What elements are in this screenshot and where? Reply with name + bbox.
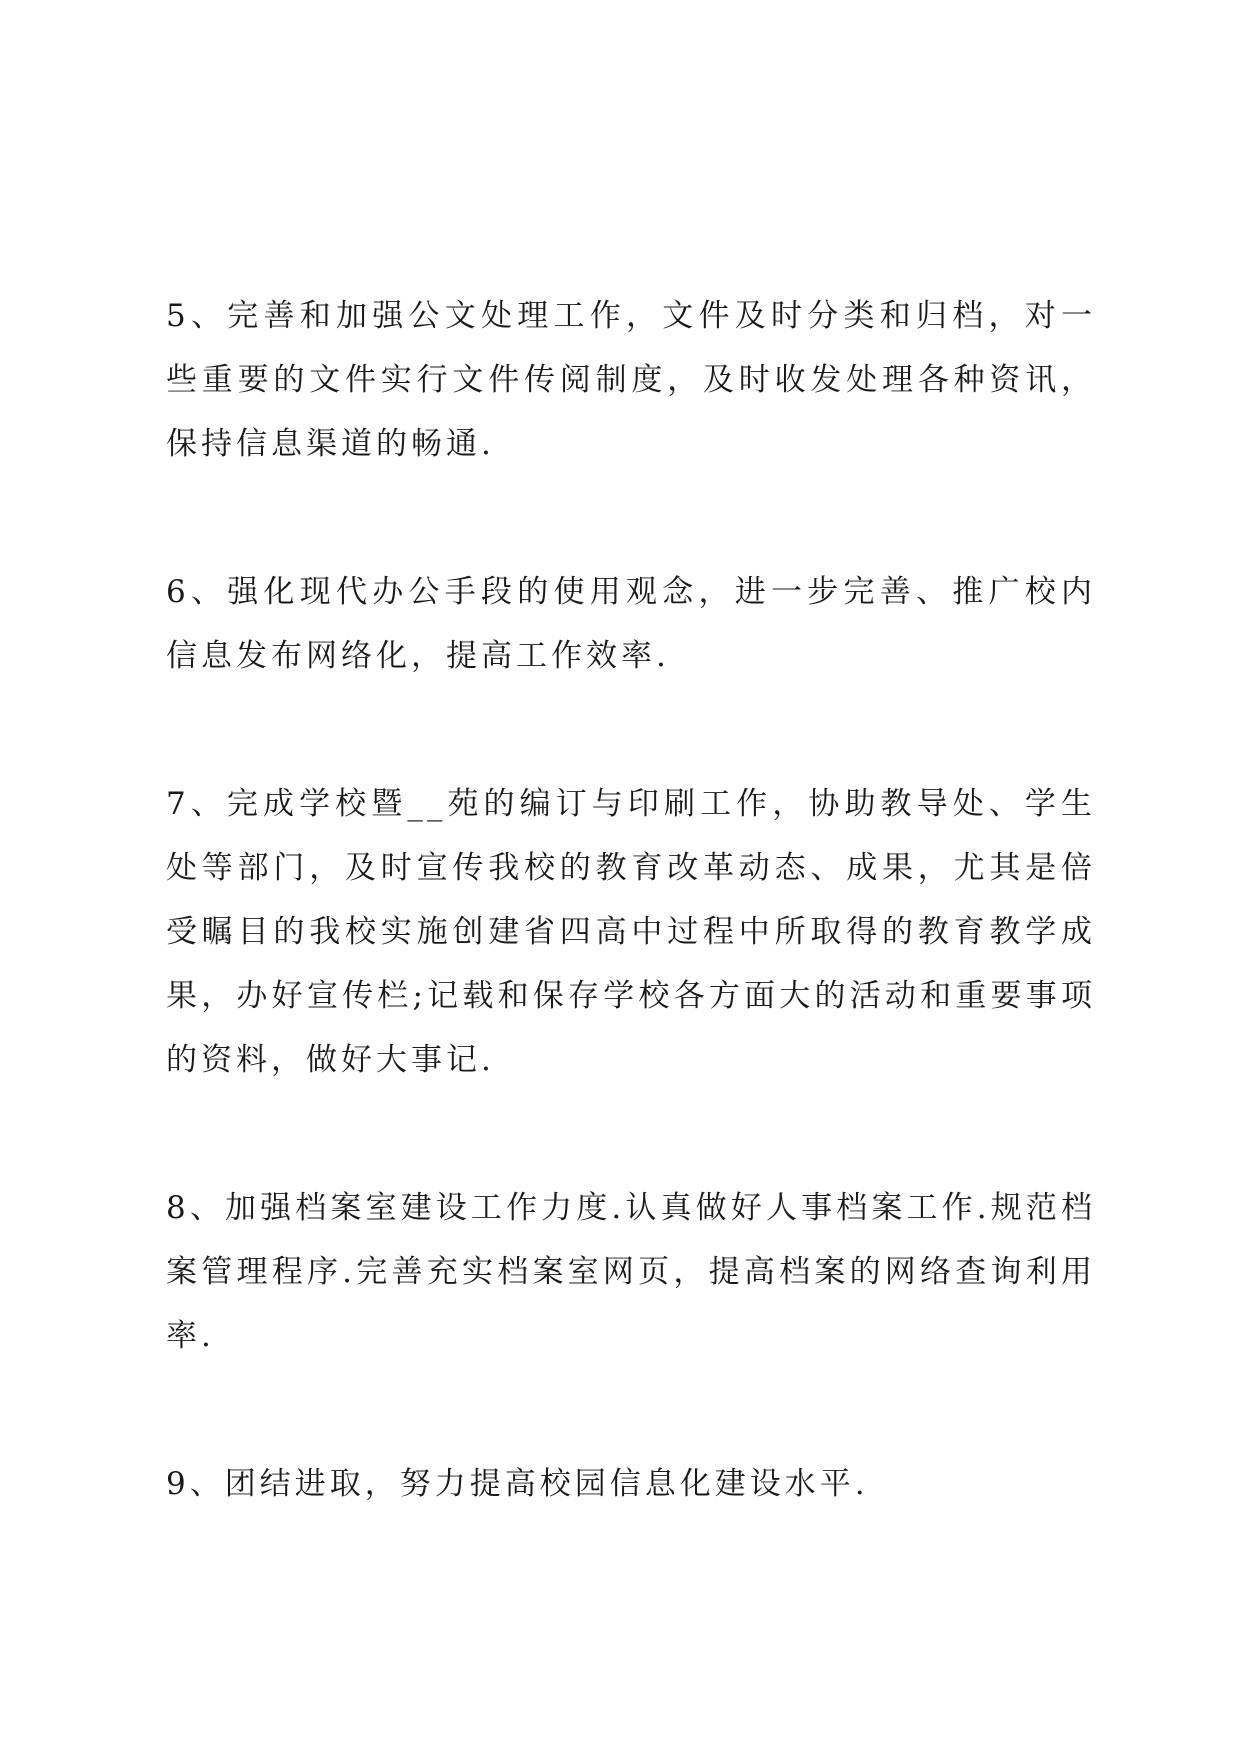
- paragraph-item-6: 6、强化现代办公手段的使用观念，进一步完善、推广校内信息发布网络化，提高工作效率.: [166, 574, 1096, 674]
- document-body: [166, 284, 1096, 1516]
- paragraph-spacer: [166, 688, 1096, 772]
- paragraph-item-7: 7、完成学校暨__苑的编订与印刷工作，协助教导处、学生处等部门，及时宣传我校的教育改革动态、成果，尤其是倍受瞩目的我校实施创建省四高中过程中所取得的教育教学成果，办好宣传栏;记载和保存学校各方面大的活动和重要事项的资料，做好大事记.: [166, 786, 1096, 1078]
- paragraph-item-9: 9、团结进取，努力提高校园信息化建设水平.: [166, 1466, 869, 1502]
- paragraph-spacer: [166, 1092, 1096, 1176]
- paragraph-spacer: [166, 1368, 1096, 1452]
- paragraph-spacer: [166, 476, 1096, 560]
- paragraph-item-5: 5、完善和加强公文处理工作，文件及时分类和归档，对一些重要的文件实行文件传阅制度，及时收发处理各种资讯，保持信息渠道的畅通.: [166, 298, 1096, 462]
- paragraph-item-8: 8、加强档案室建设工作力度.认真做好人事档案工作.规范档案管理程序.完善充实档案室网页，提高档案的网络查询利用率.: [166, 1190, 1096, 1354]
